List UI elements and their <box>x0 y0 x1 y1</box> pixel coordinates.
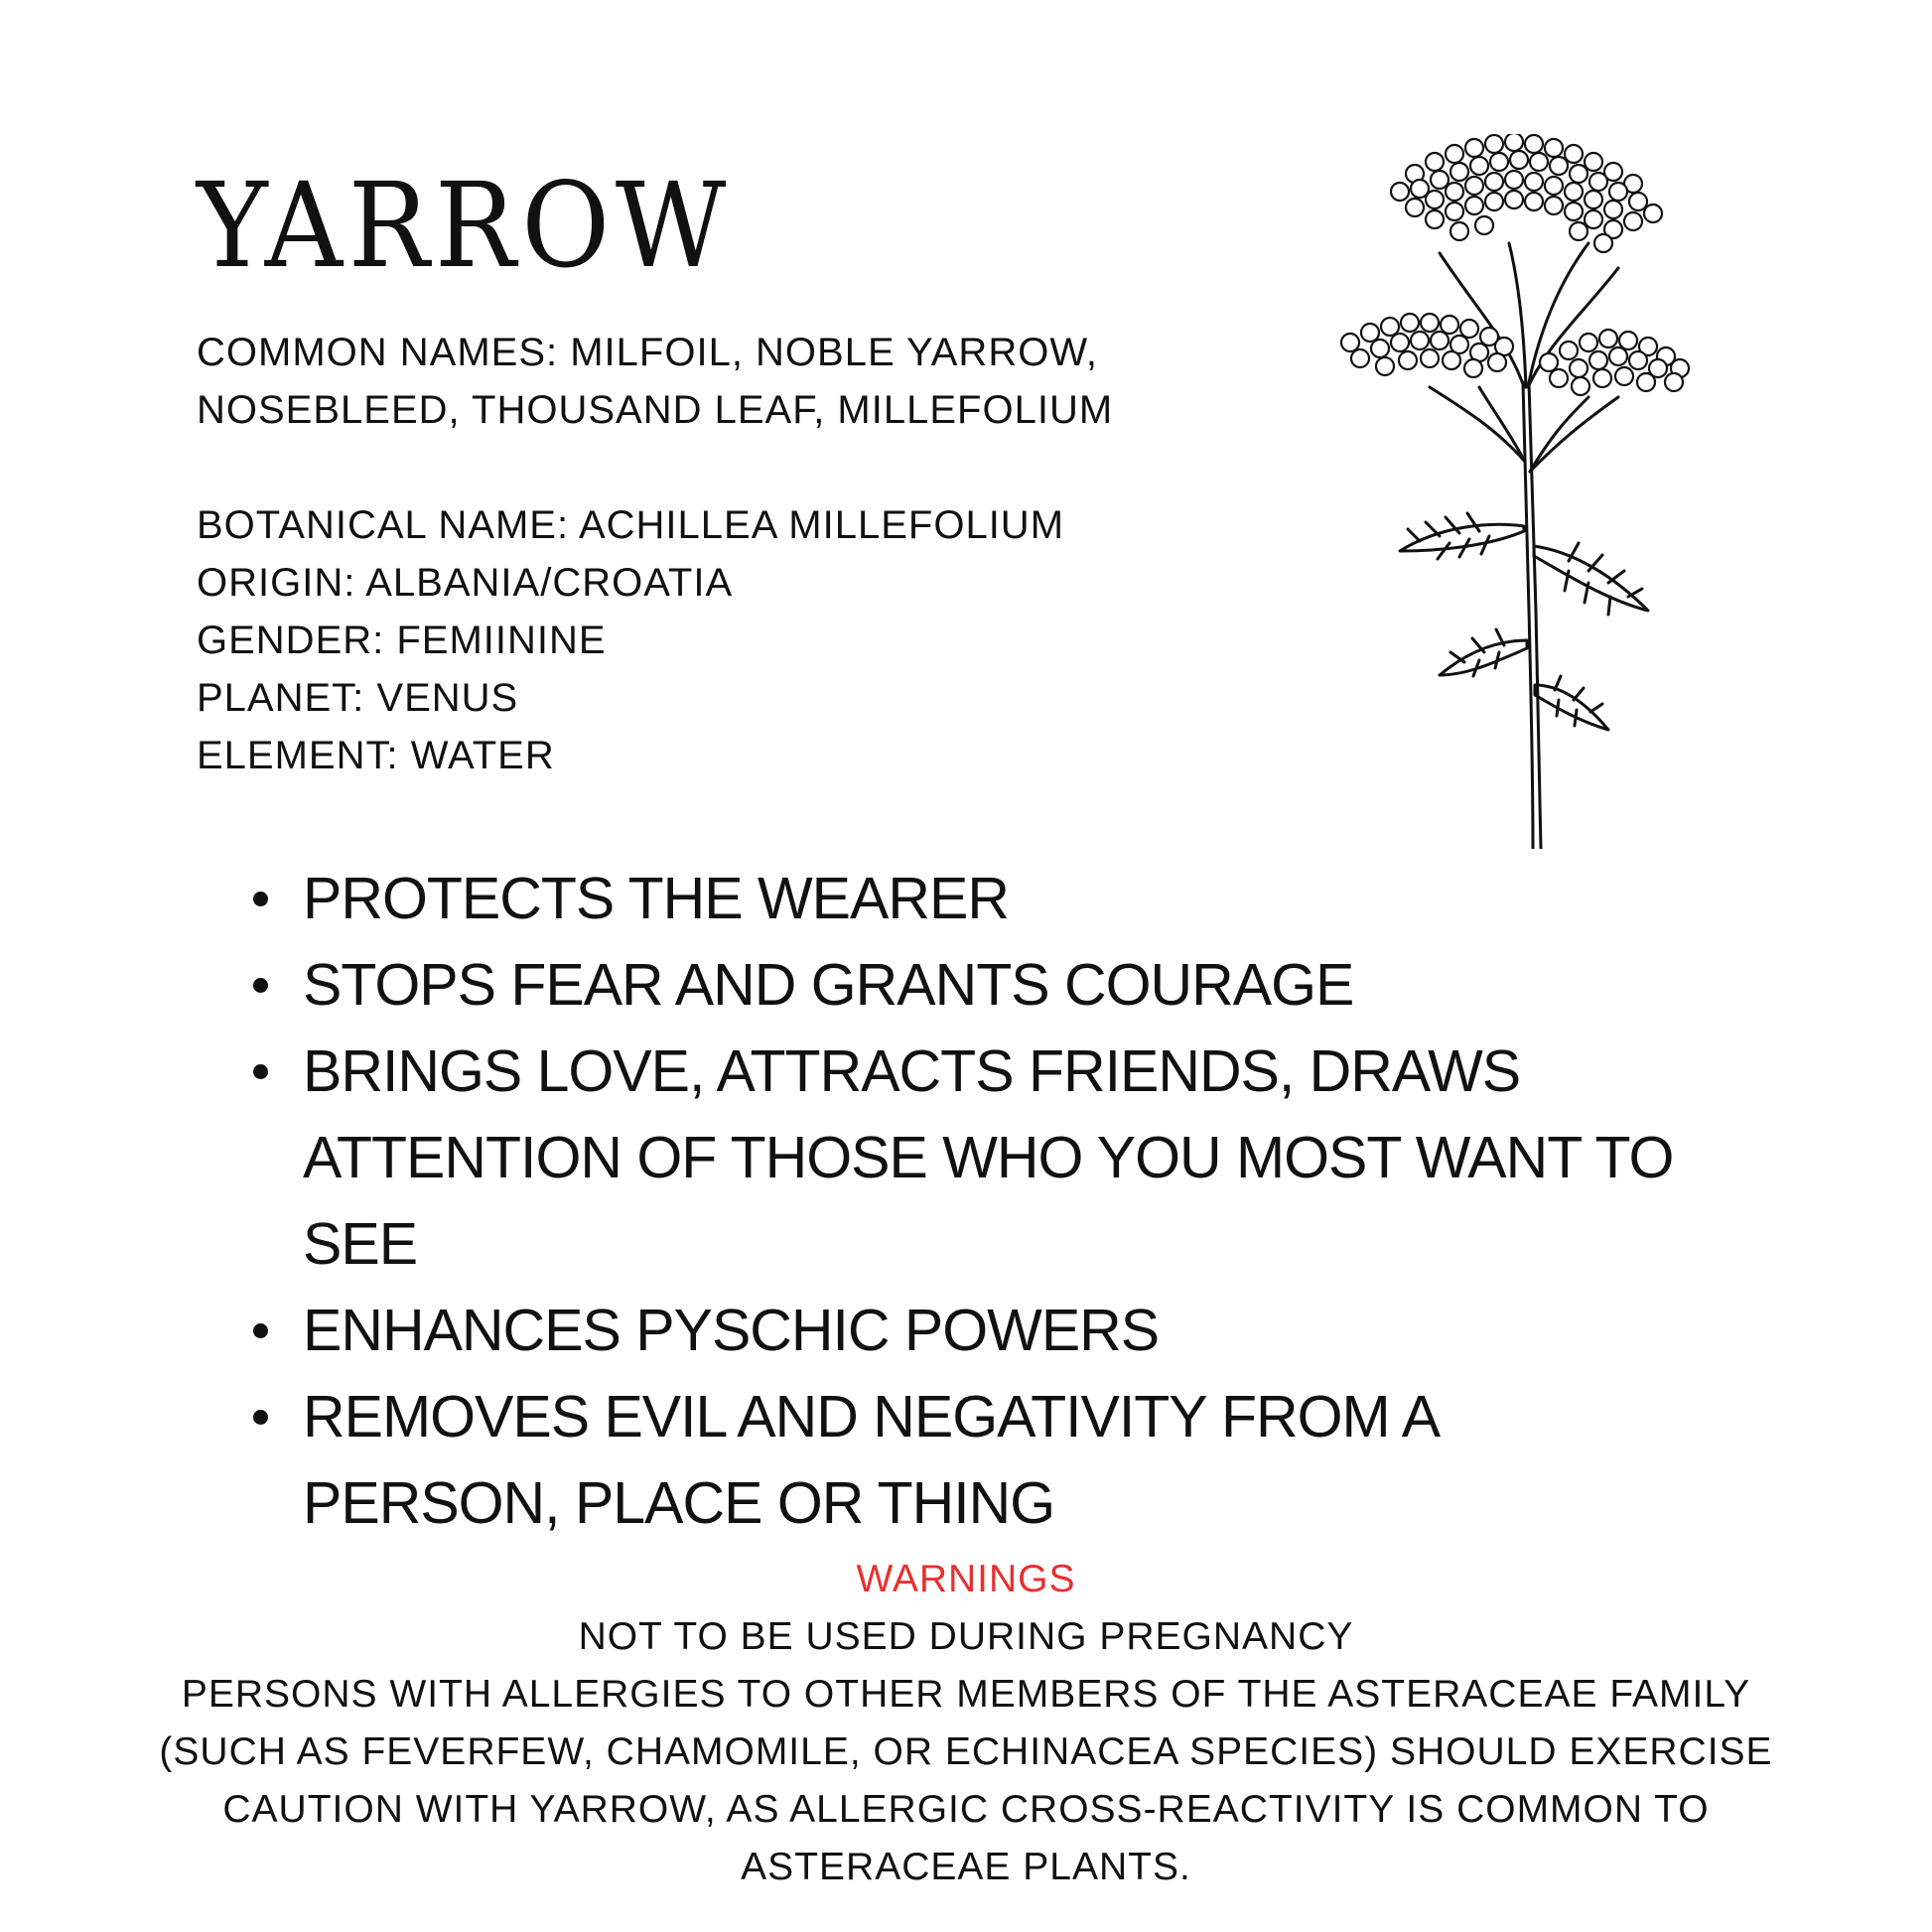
botanical-name: BOTANICAL NAME: ACHILLEA MILLEFOLIUM <box>197 503 1065 547</box>
warning-line-4: CAUTION WITH YARROW, AS ALLERGIC CROSS-REACTIVITY IS COMMON TO <box>222 1788 1710 1831</box>
common-names-line-1: COMMON NAMES: MILFOIL, NOBLE YARROW, <box>197 331 1098 374</box>
benefit-text: STOPS FEAR AND GRANTS COURAGE <box>303 952 1354 1018</box>
benefit-text: PROTECTS THE WEARER <box>303 866 1009 931</box>
list-item <box>253 1029 1742 1288</box>
plant-info <box>197 324 1189 784</box>
gender: GENDER: FEMIININE <box>197 619 607 662</box>
top-flower-head <box>1391 134 1662 252</box>
origin: ORIGIN: ALBANIA/CROATIA <box>197 561 734 605</box>
left-flower-head <box>1341 314 1513 377</box>
bullet-dot-icon <box>253 892 268 906</box>
list-item <box>253 856 1742 942</box>
benefit-text: BRINGS LOVE, ATTRACTS FRIENDS, DRAWS ATTENTION OF THOSE WHO YOU MOST WANT TO SEE <box>303 1038 1674 1277</box>
bullet-dot-icon <box>253 978 268 993</box>
list-item <box>253 942 1742 1029</box>
warnings-title: WARNINGS <box>856 1558 1076 1600</box>
page-title: YARROW <box>197 157 732 294</box>
planet: PLANET: VENUS <box>197 676 519 720</box>
warning-line-1: NOT TO BE USED DURING PREGNANCY <box>578 1615 1354 1658</box>
right-flower-head <box>1540 330 1689 395</box>
list-item <box>253 1374 1742 1547</box>
bullet-dot-icon <box>253 1323 268 1338</box>
bullet-dot-icon <box>253 1064 268 1079</box>
bullet-dot-icon <box>253 1410 268 1425</box>
common-names-line-2: NOSEBLEED, THOUSAND LEAF, MILLEFOLIUM <box>197 388 1114 432</box>
info-spacer <box>197 439 1189 496</box>
element: ELEMENT: WATER <box>197 734 555 777</box>
benefit-text: ENHANCES PYSCHIC POWERS <box>303 1298 1160 1363</box>
list-item <box>253 1288 1742 1374</box>
warning-line-2: PERSONS WITH ALLERGIES TO OTHER MEMBERS OF THE ASTERACEAE FAMILY <box>181 1673 1751 1716</box>
benefits-list <box>253 856 1742 1547</box>
warnings-section <box>79 1551 1853 1896</box>
yarrow-plant-illustration <box>1320 134 1718 849</box>
benefit-text: REMOVES EVIL AND NEGATIVITY FROM A PERSON, PLACE OR THING <box>303 1384 1437 1536</box>
warning-line-5: ASTERACEAE PLANTS. <box>741 1846 1191 1888</box>
warning-line-3: (SUCH AS FEVERFEW, CHAMOMILE, OR ECHINACEA SPECIES) SHOULD EXERCISE <box>159 1730 1773 1773</box>
